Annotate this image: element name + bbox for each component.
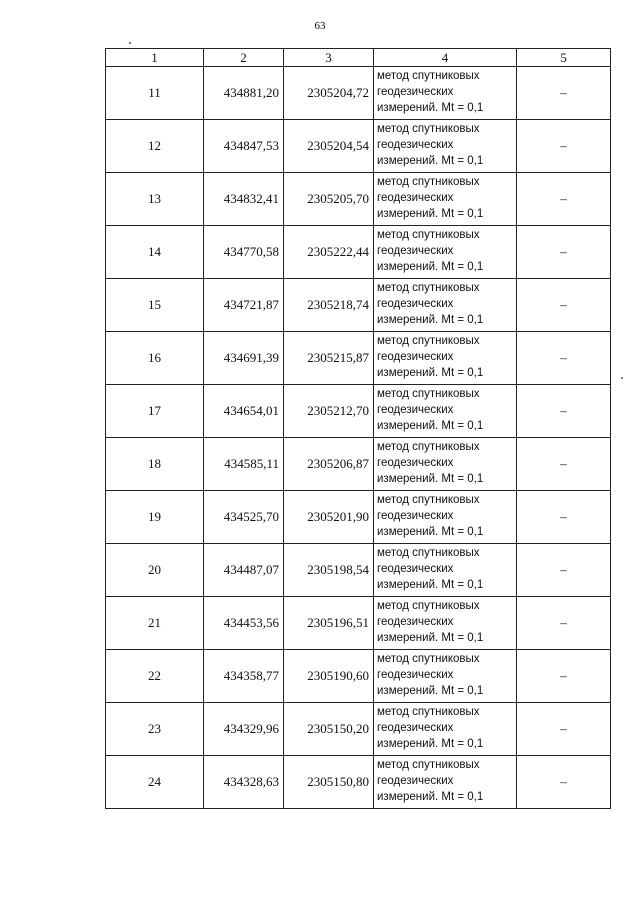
method-cell [374, 67, 517, 120]
coordinates-table [105, 48, 611, 809]
column-5-cell: – [517, 597, 611, 650]
method-line-3: измерений. Mt = 0,1 [377, 632, 484, 644]
method-line-3: измерений. Mt = 0,1 [377, 526, 484, 538]
table-row [106, 385, 611, 438]
method-line-2: геодезических [377, 722, 454, 734]
header-cell-5: 5 [517, 49, 611, 67]
method-cell [374, 544, 517, 597]
table-row [106, 756, 611, 809]
x-coordinate-cell: 434328,63 [204, 756, 284, 809]
method-line-2: геодезических [377, 86, 454, 98]
column-5-cell: – [517, 226, 611, 279]
y-coordinate-cell: 2305198,54 [284, 544, 374, 597]
method-line-3: измерений. Mt = 0,1 [377, 791, 484, 803]
method-line-3: измерений. Mt = 0,1 [377, 102, 484, 114]
page-number: 63 [314, 20, 326, 32]
method-line-2: геодезических [377, 245, 454, 257]
point-number-cell: 16 [106, 332, 204, 385]
method-cell [374, 756, 517, 809]
point-number-cell: 17 [106, 385, 204, 438]
method-line-3: измерений. Mt = 0,1 [377, 208, 484, 220]
y-coordinate-cell: 2305204,54 [284, 120, 374, 173]
method-cell [374, 438, 517, 491]
column-5-cell: – [517, 756, 611, 809]
scan-speck [129, 42, 131, 44]
column-5-cell: – [517, 703, 611, 756]
table-row [106, 650, 611, 703]
column-5-cell: – [517, 491, 611, 544]
method-line-3: измерений. Mt = 0,1 [377, 738, 484, 750]
point-number-cell: 18 [106, 438, 204, 491]
method-line-2: геодезических [377, 457, 454, 469]
method-line-2: геодезических [377, 351, 454, 363]
y-coordinate-cell: 2305222,44 [284, 226, 374, 279]
point-number-cell: 12 [106, 120, 204, 173]
method-line-2: геодезических [377, 510, 454, 522]
y-coordinate-cell: 2305150,80 [284, 756, 374, 809]
point-number-cell: 14 [106, 226, 204, 279]
table-row [106, 332, 611, 385]
y-coordinate-cell: 2305201,90 [284, 491, 374, 544]
y-coordinate-cell: 2305218,74 [284, 279, 374, 332]
y-coordinate-cell: 2305204,72 [284, 67, 374, 120]
method-line-1: метод спутниковых [377, 547, 480, 559]
column-5-cell: – [517, 67, 611, 120]
method-line-1: метод спутниковых [377, 706, 480, 718]
y-coordinate-cell: 2305190,60 [284, 650, 374, 703]
method-cell [374, 120, 517, 173]
column-5-cell: – [517, 332, 611, 385]
method-cell [374, 173, 517, 226]
method-line-1: метод спутниковых [377, 494, 480, 506]
x-coordinate-cell: 434847,53 [204, 120, 284, 173]
method-line-1: метод спутниковых [377, 176, 480, 188]
method-line-1: метод спутниковых [377, 759, 480, 771]
header-cell-1: 1 [106, 49, 204, 67]
method-line-1: метод спутниковых [377, 441, 480, 453]
table-row [106, 279, 611, 332]
x-coordinate-cell: 434770,58 [204, 226, 284, 279]
header-cell-3: 3 [284, 49, 374, 67]
method-line-3: измерений. Mt = 0,1 [377, 473, 484, 485]
point-number-cell: 22 [106, 650, 204, 703]
method-cell [374, 650, 517, 703]
method-cell [374, 279, 517, 332]
method-cell [374, 491, 517, 544]
method-line-2: геодезических [377, 616, 454, 628]
method-line-1: метод спутниковых [377, 282, 480, 294]
method-line-3: измерений. Mt = 0,1 [377, 155, 484, 167]
x-coordinate-cell: 434358,77 [204, 650, 284, 703]
column-5-cell: – [517, 385, 611, 438]
column-5-cell: – [517, 544, 611, 597]
method-line-3: измерений. Mt = 0,1 [377, 261, 484, 273]
method-line-1: метод спутниковых [377, 600, 480, 612]
table-row [106, 438, 611, 491]
header-cell-4: 4 [374, 49, 517, 67]
x-coordinate-cell: 434525,70 [204, 491, 284, 544]
column-5-cell: – [517, 650, 611, 703]
point-number-cell: 13 [106, 173, 204, 226]
point-number-cell: 23 [106, 703, 204, 756]
method-line-3: измерений. Mt = 0,1 [377, 685, 484, 697]
method-line-3: измерений. Mt = 0,1 [377, 314, 484, 326]
method-line-2: геодезических [377, 563, 454, 575]
y-coordinate-cell: 2305212,70 [284, 385, 374, 438]
x-coordinate-cell: 434832,41 [204, 173, 284, 226]
method-line-3: измерений. Mt = 0,1 [377, 579, 484, 591]
table-row [106, 67, 611, 120]
column-5-cell: – [517, 438, 611, 491]
table-header-row [106, 49, 611, 67]
table-body [106, 67, 611, 809]
method-line-1: метод спутниковых [377, 388, 480, 400]
method-line-3: измерений. Mt = 0,1 [377, 420, 484, 432]
method-cell [374, 332, 517, 385]
method-line-2: геодезических [377, 775, 454, 787]
x-coordinate-cell: 434881,20 [204, 67, 284, 120]
method-cell [374, 597, 517, 650]
x-coordinate-cell: 434721,87 [204, 279, 284, 332]
method-line-1: метод спутниковых [377, 653, 480, 665]
x-coordinate-cell: 434453,56 [204, 597, 284, 650]
table-row [106, 597, 611, 650]
method-cell [374, 703, 517, 756]
method-line-1: метод спутниковых [377, 123, 480, 135]
column-5-cell: – [517, 173, 611, 226]
column-5-cell: – [517, 120, 611, 173]
header-cell-2: 2 [204, 49, 284, 67]
scan-speck [621, 377, 623, 379]
method-line-1: метод спутниковых [377, 70, 480, 82]
y-coordinate-cell: 2305205,70 [284, 173, 374, 226]
method-line-2: геодезических [377, 669, 454, 681]
method-line-1: метод спутниковых [377, 335, 480, 347]
method-line-1: метод спутниковых [377, 229, 480, 241]
column-5-cell: – [517, 279, 611, 332]
method-cell [374, 385, 517, 438]
y-coordinate-cell: 2305206,87 [284, 438, 374, 491]
method-line-3: измерений. Mt = 0,1 [377, 367, 484, 379]
point-number-cell: 24 [106, 756, 204, 809]
method-line-2: геодезических [377, 192, 454, 204]
table-row [106, 120, 611, 173]
table-row [106, 226, 611, 279]
method-cell [374, 226, 517, 279]
x-coordinate-cell: 434585,11 [204, 438, 284, 491]
point-number-cell: 20 [106, 544, 204, 597]
method-line-2: геодезических [377, 139, 454, 151]
y-coordinate-cell: 2305150,20 [284, 703, 374, 756]
point-number-cell: 15 [106, 279, 204, 332]
table-row [106, 544, 611, 597]
y-coordinate-cell: 2305196,51 [284, 597, 374, 650]
x-coordinate-cell: 434487,07 [204, 544, 284, 597]
x-coordinate-cell: 434654,01 [204, 385, 284, 438]
method-line-2: геодезических [377, 298, 454, 310]
x-coordinate-cell: 434329,96 [204, 703, 284, 756]
table-row [106, 173, 611, 226]
method-line-2: геодезических [377, 404, 454, 416]
y-coordinate-cell: 2305215,87 [284, 332, 374, 385]
coordinates-table-container [105, 48, 611, 809]
x-coordinate-cell: 434691,39 [204, 332, 284, 385]
table-row [106, 703, 611, 756]
point-number-cell: 21 [106, 597, 204, 650]
point-number-cell: 19 [106, 491, 204, 544]
point-number-cell: 11 [106, 67, 204, 120]
table-row [106, 491, 611, 544]
